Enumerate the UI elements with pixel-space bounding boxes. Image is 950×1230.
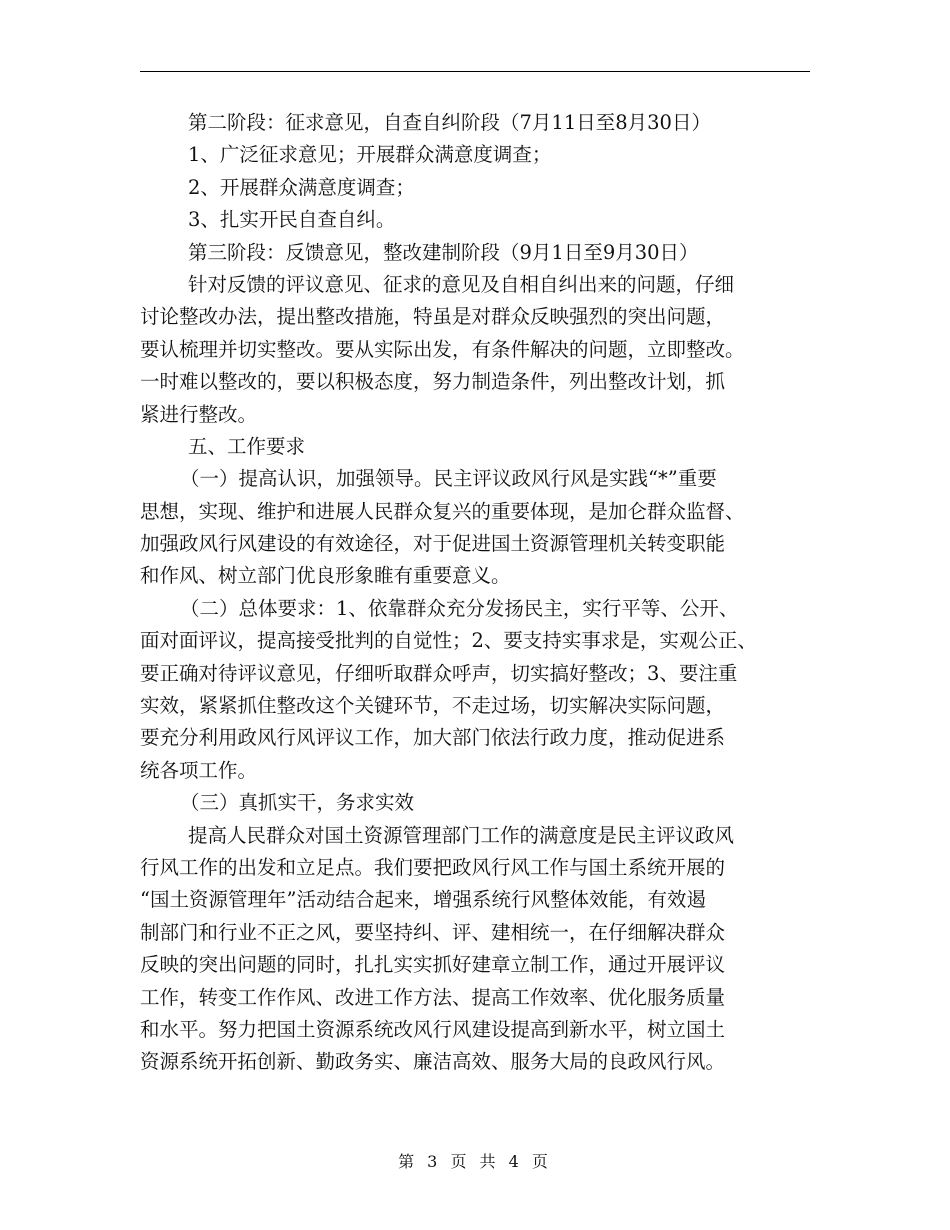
- text-line: 工作，转变工作作风、改进工作方法、提高工作效率、优化服务质量: [140, 985, 726, 1009]
- text-line: 要认梳理并切实整改。要从实际出发，有条件解决的问题，立即整改。: [140, 337, 745, 361]
- text-line: 一时难以整改的，要以积极态度，努力制造条件，列出整改计划，抓: [140, 370, 726, 394]
- text-line: 制部门和行业不正之风，要坚持纠、评、建相统一，在仔细解决群众: [140, 920, 726, 944]
- text-line: 3、扎实开民自查自纠。: [188, 208, 396, 232]
- text-line: 和作风、树立部门优良形象睢有重要意义。: [140, 564, 511, 588]
- text-line: 1、广泛征求意见；开展群众满意度调查；: [188, 143, 552, 167]
- text-line: 和水平。努力把国土资源系统改风行风建设提高到新水平，树立国土: [140, 1017, 726, 1041]
- text-line: 要正确对待评议意见，仔细听取群众呼声，切实搞好整改；3、要注重: [140, 661, 738, 685]
- text-line: 思想，实现、维护和进展人民群众复兴的重要体现，是加仑群众监督、: [140, 499, 745, 523]
- text-line: 紧进行整改。: [140, 402, 258, 426]
- text-line: 讨论整改办法，提出整改措施，特虽是对群众反映强烈的突出问题，: [140, 305, 726, 329]
- text-line: （三）真抓实干，务求实效: [180, 791, 415, 815]
- text-line: 面对面评议，提高接受批判的自觉性；2、要支持实事求是，实观公正、: [140, 629, 757, 653]
- text-line: “国土资源管理年”活动结合起来，增强系统行风整体效能，有效遏: [140, 888, 706, 912]
- text-line: 五、工作要求: [188, 434, 306, 458]
- text-line: 提高人民群众对国土资源管理部门工作的满意度是民主评议政风: [188, 823, 735, 847]
- text-line: 第二阶段：征求意见，自查自纠阶段（7月11日至8月30日）: [188, 111, 711, 134]
- document-body: [140, 107, 820, 1079]
- text-line: 实效，紧紧抓住整改这个关键环节，不走过场，切实解决实际问题，: [140, 694, 726, 718]
- text-line: 行风工作的出发和立足点。我们要把政风行风工作与国土系统开展的: [140, 855, 726, 879]
- text-line: （一）提高认识，加强领导。民主评议政风行风是实践“*”重要: [180, 467, 717, 491]
- text-line: 资源系统开拓创新、勤政务实、廉洁高效、服务大局的良政风行风。: [140, 1050, 726, 1074]
- header-rule: [140, 71, 810, 72]
- text-line: 反映的突出问题的同时，扎扎实实抓好建章立制工作，通过开展评议: [140, 953, 726, 977]
- text-line: 2、开展群众满意度调查；: [188, 175, 415, 199]
- page-footer: 第 3 页 共 4 页: [398, 1152, 552, 1171]
- text-line: 要充分利用政风行风评议工作，加大部门依法行政力度，推动促进系: [140, 726, 726, 750]
- text-line: 第三阶段：反馈意见，整改建制阶段（9月1日至9月30日）: [188, 240, 699, 264]
- text-line: 加强政风行风建设的有效途径，对于促进国土资源管理机关转变职能: [140, 532, 726, 556]
- text-line: 针对反馈的评议意见、征求的意见及自相自纠出来的问题，仔细: [188, 272, 735, 296]
- text-line: （二）总体要求：1、依靠群众充分发扬民主，实行平等、公开、: [180, 596, 739, 620]
- text-line: 统各项工作。: [140, 758, 258, 782]
